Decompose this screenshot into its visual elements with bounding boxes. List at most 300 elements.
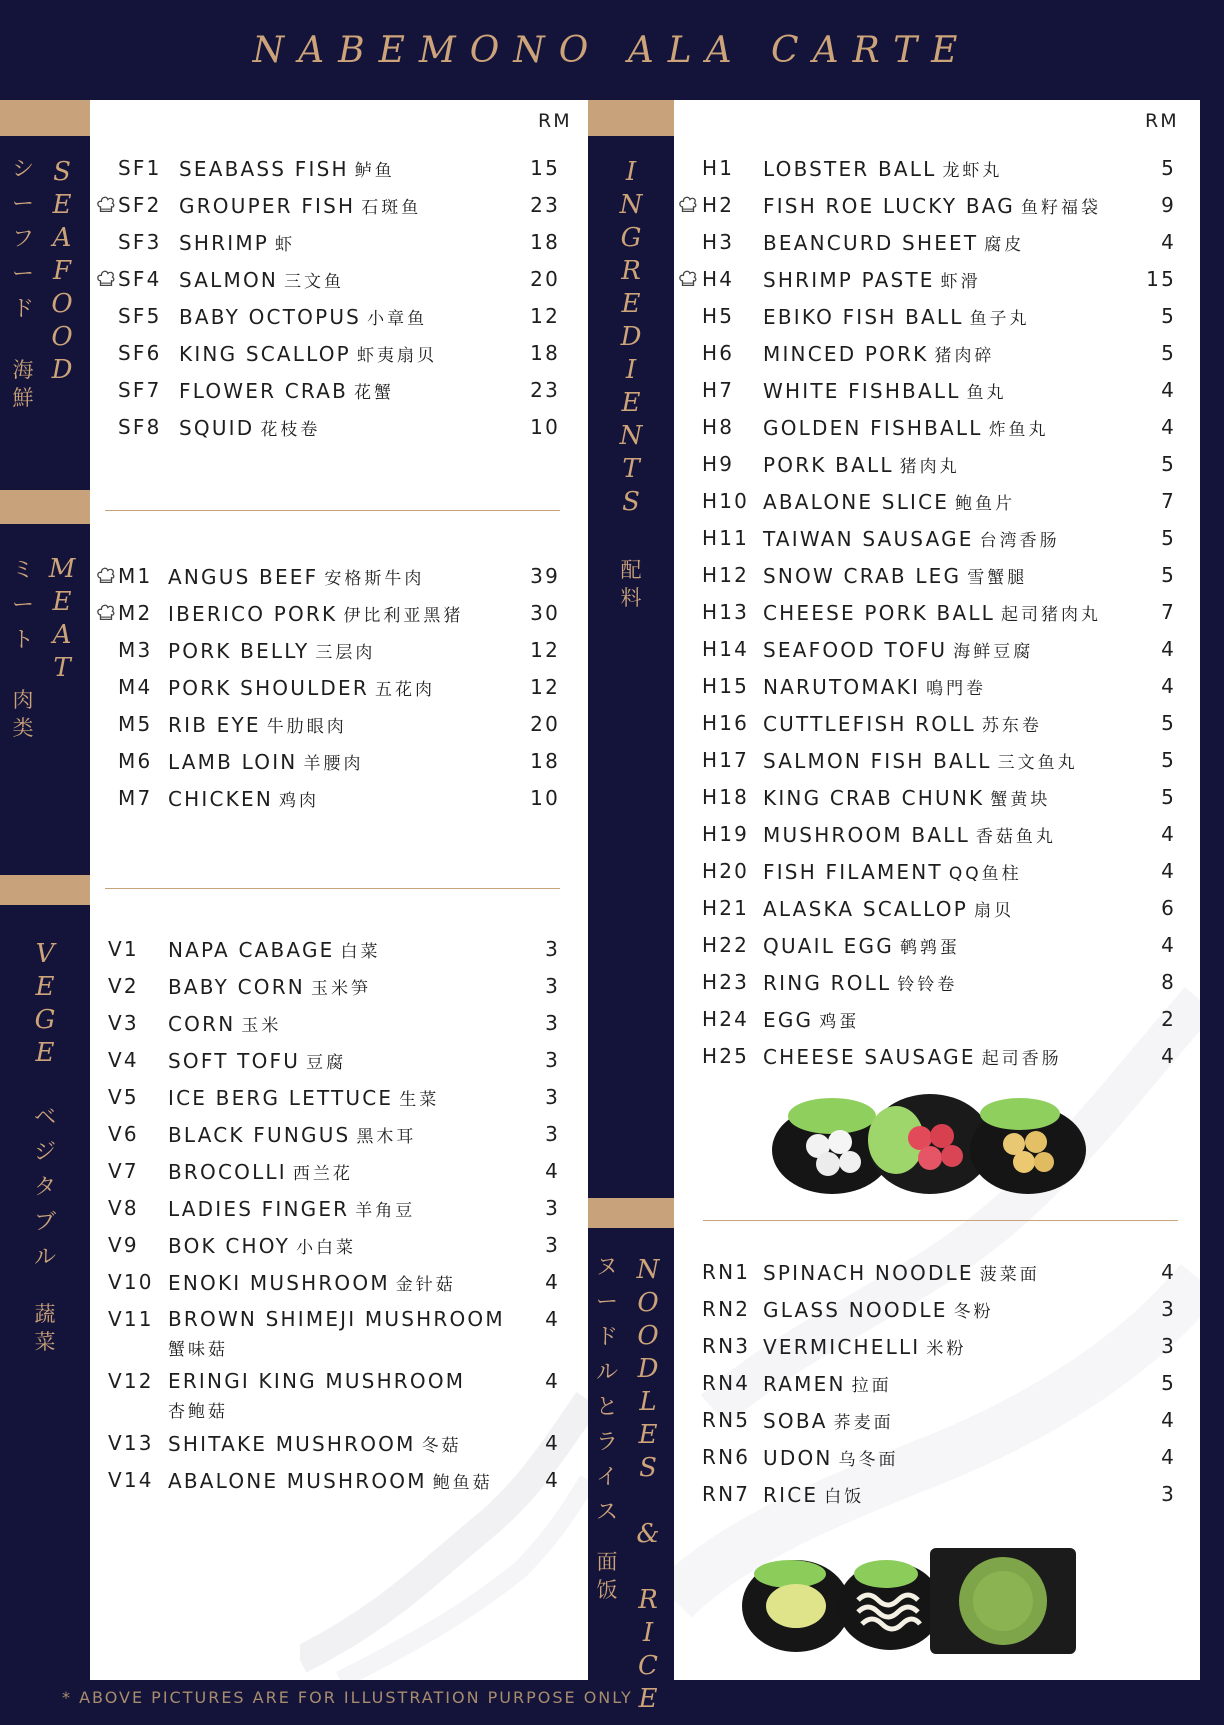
item-name-cn: 猪肉碎 [934, 346, 995, 366]
item-name-cn: QQ鱼柱 [948, 864, 1022, 884]
item-price: 5 [1161, 785, 1176, 809]
item-name [168, 974, 371, 999]
item-name [763, 1408, 894, 1433]
item-name [168, 1122, 416, 1147]
item-code: V4 [108, 1048, 139, 1072]
item-code: H10 [702, 489, 750, 513]
noodles-label-jp: ヌ ー ド ル と ラ イ ス [595, 1255, 618, 1525]
divider-meat-vege [105, 888, 560, 889]
item-name-cn: 鱼丸 [966, 383, 1007, 403]
menu-item-sf2 [118, 193, 560, 223]
menu-item-v3 [108, 1011, 560, 1041]
item-price: 23 [530, 193, 560, 217]
item-price: 4 [545, 1431, 560, 1455]
item-name-cn: 鲍鱼菇 [432, 1473, 493, 1493]
item-name-en: PORK BELLY [168, 639, 310, 663]
item-code: H5 [702, 304, 735, 328]
menu-item-h9 [702, 452, 1176, 482]
item-name-cn: 五花肉 [374, 680, 435, 700]
item-name-en: RIB EYE [168, 713, 261, 737]
gold-band-ingredients [588, 100, 674, 136]
item-code: H23 [702, 970, 750, 994]
item-code: V8 [108, 1196, 139, 1220]
meat-label-en: M E A T [48, 554, 76, 683]
item-name-en: BABY OCTOPUS [179, 305, 362, 329]
item-name-en: RAMEN [763, 1372, 846, 1396]
item-name [168, 675, 435, 700]
item-name-en: LADIES FINGER [168, 1197, 350, 1221]
menu-item-sf4 [118, 267, 560, 297]
item-name [168, 601, 463, 626]
item-price: 10 [530, 415, 560, 439]
item-name [763, 1260, 1040, 1285]
item-name-cn: 铃铃卷 [897, 975, 958, 995]
item-name [763, 674, 986, 699]
menu-item-v1 [108, 937, 560, 967]
chef-recommend-icon [95, 565, 117, 587]
menu-item-v5 [108, 1085, 560, 1115]
item-name-en: FLOWER CRAB [179, 379, 348, 403]
item-name-en: SQUID [179, 416, 255, 440]
item-code: M3 [118, 638, 153, 662]
chef-recommend-icon [95, 268, 117, 290]
menu-item-m3 [118, 638, 560, 668]
item-price: 5 [1161, 563, 1176, 587]
menu-item-rn5 [702, 1408, 1176, 1438]
menu-item-sf6 [118, 341, 560, 371]
menu-item-v4 [108, 1048, 560, 1078]
menu-item-sf3 [118, 230, 560, 260]
item-name-en: CUTTLEFISH ROLL [763, 712, 976, 736]
item-name-en: SEABASS FISH [179, 157, 349, 181]
item-price: 4 [1161, 1044, 1176, 1068]
menu-item-sf5 [118, 304, 560, 334]
menu-item-v14 [108, 1468, 560, 1498]
item-name [179, 304, 427, 329]
item-code: SF5 [118, 304, 162, 328]
item-name-cn: 花枝卷 [260, 420, 321, 440]
menu-item-h21 [702, 896, 1176, 926]
item-code: SF4 [118, 267, 162, 291]
item-name [179, 156, 395, 181]
item-price: 2 [1161, 1007, 1176, 1031]
chef-recommend-icon [95, 602, 117, 624]
ingredients-label-en: I N G R E D I E N T S [619, 157, 643, 517]
item-price: 20 [530, 712, 560, 736]
item-name [179, 341, 437, 366]
item-name [763, 304, 1030, 329]
item-code: RN5 [702, 1408, 751, 1432]
item-name-en: SHRIMP [179, 231, 270, 255]
item-code: SF6 [118, 341, 162, 365]
item-name-cn: 鳴門巻 [926, 679, 987, 699]
item-name [763, 933, 960, 958]
menu-title: NABEMONO ALA CARTE [252, 30, 972, 71]
item-name [168, 1159, 353, 1184]
menu-item-h16 [702, 711, 1176, 741]
item-price: 5 [1161, 526, 1176, 550]
item-price: 18 [530, 230, 560, 254]
item-price: 3 [545, 937, 560, 961]
menu-item-sf1 [118, 156, 560, 186]
gold-band-vege [0, 875, 90, 905]
item-price: 4 [1161, 822, 1176, 846]
item-name-en: UDON [763, 1446, 833, 1470]
item-name-cn: 虾 [275, 235, 296, 255]
item-name-en: CORN [168, 1012, 236, 1036]
item-name-cn: 牛肋眼肉 [266, 717, 347, 737]
item-name [763, 378, 1007, 403]
menu-item-h17 [702, 748, 1176, 778]
item-name-en: VERMICHELLI [763, 1335, 921, 1359]
meat-label-jp: ミ ー ト [11, 558, 34, 653]
item-name [763, 822, 1056, 847]
item-code: SF1 [118, 156, 162, 180]
item-price: 4 [1161, 1445, 1176, 1469]
menu-item-h8 [702, 415, 1176, 445]
item-price: 4 [545, 1307, 560, 1331]
item-price: 18 [530, 749, 560, 773]
item-code: V1 [108, 937, 139, 961]
gold-band-seafood [0, 100, 90, 136]
item-name [763, 156, 1002, 181]
item-code: H9 [702, 452, 735, 476]
item-name-en: ENOKI MUSHROOM [168, 1271, 390, 1295]
menu-item-h4 [702, 267, 1176, 297]
item-name-en: ABALONE SLICE [763, 490, 950, 514]
item-name [763, 230, 1024, 255]
noodles-label-cn: 面 饭 [596, 1550, 618, 1602]
divider-ingredients-noodles [703, 1220, 1178, 1221]
item-code: H8 [702, 415, 735, 439]
item-name [179, 415, 320, 440]
item-price: 4 [1161, 378, 1176, 402]
item-name-en: BROWN SHIMEJI MUSHROOM [168, 1307, 505, 1331]
item-name-en: BOK CHOY [168, 1234, 291, 1258]
menu-item-h10 [702, 489, 1176, 519]
item-name-en: BLACK FUNGUS [168, 1123, 351, 1147]
menu-item-rn4 [702, 1371, 1176, 1401]
item-name-cn: 石斑鱼 [361, 198, 422, 218]
item-price: 4 [1161, 230, 1176, 254]
menu-item-h13 [702, 600, 1176, 630]
item-code: H24 [702, 1007, 750, 1031]
menu-item-v9 [108, 1233, 560, 1263]
menu-item-h20 [702, 859, 1176, 889]
item-code: SF7 [118, 378, 162, 402]
item-price: 4 [1161, 1260, 1176, 1284]
item-price: 4 [545, 1270, 560, 1294]
item-name-en: TAIWAN SAUSAGE [763, 527, 974, 551]
item-name [168, 1431, 462, 1456]
seafood-label-jp: シ ー フ ー ド [11, 157, 34, 322]
item-code: V6 [108, 1122, 139, 1146]
item-name-cn: 海鲜豆腐 [953, 642, 1034, 662]
item-name-en: QUAIL EGG [763, 934, 894, 958]
item-price: 3 [1161, 1334, 1176, 1358]
item-name [179, 267, 344, 292]
menu-item-v7 [108, 1159, 560, 1189]
item-price: 4 [1161, 859, 1176, 883]
item-name-cn: 香菇鱼丸 [975, 827, 1056, 847]
item-code: M7 [118, 786, 153, 810]
item-name-cn: 西兰花 [292, 1164, 353, 1184]
item-name-cn: 米粉 [926, 1339, 967, 1359]
item-code: H7 [702, 378, 735, 402]
item-name-en: KING CRAB CHUNK [763, 786, 985, 810]
item-name-en: SEAFOOD TOFU [763, 638, 948, 662]
menu-item-h2 [702, 193, 1176, 223]
item-code: SF2 [118, 193, 162, 217]
item-code: H20 [702, 859, 750, 883]
item-code: V3 [108, 1011, 139, 1035]
item-name-en: EGG [763, 1008, 814, 1032]
item-name [168, 786, 319, 811]
menu-item-rn2 [702, 1297, 1176, 1327]
menu-item-rn1 [702, 1260, 1176, 1290]
item-code: H13 [702, 600, 750, 624]
item-name-cn: 鹌鹑蛋 [899, 938, 960, 958]
item-name-cn: 苏东卷 [981, 716, 1042, 736]
item-code: H25 [702, 1044, 750, 1068]
item-code: RN3 [702, 1334, 751, 1358]
item-name-en: RING ROLL [763, 971, 892, 995]
item-price: 5 [1161, 341, 1176, 365]
item-name-cn: 冬粉 [953, 1302, 994, 1322]
currency-label-right: RM [1145, 110, 1179, 132]
menu-item-m4 [118, 675, 560, 705]
gold-band-meat [0, 490, 90, 524]
item-name-cn: 白饭 [824, 1487, 865, 1507]
item-name-en: NAPA CABAGE [168, 938, 335, 962]
item-code: RN4 [702, 1371, 751, 1395]
seafood-label-en: S E A F O O D [51, 157, 73, 385]
menu-item-h1 [702, 156, 1176, 186]
item-name-cn: 炸鱼丸 [988, 420, 1049, 440]
item-name [763, 1334, 966, 1359]
item-name-en: SALMON FISH BALL [763, 749, 992, 773]
item-price: 6 [1161, 896, 1176, 920]
item-name-en: RICE [763, 1483, 819, 1507]
item-price: 12 [530, 675, 560, 699]
item-price: 23 [530, 378, 560, 402]
item-code: RN1 [702, 1260, 751, 1284]
item-name-en: SHRIMP PASTE [763, 268, 935, 292]
item-name-cn: 杏鲍菇 [168, 1402, 228, 1422]
divider-seafood-meat [105, 510, 560, 511]
item-name-en: ANGUS BEEF [168, 565, 319, 589]
item-code: V13 [108, 1431, 154, 1455]
item-name-cn: 拉面 [851, 1376, 892, 1396]
item-name [763, 859, 1022, 884]
menu-item-v12 [108, 1369, 560, 1422]
item-name-en: SNOW CRAB LEG [763, 564, 962, 588]
menu-item-h11 [702, 526, 1176, 556]
item-name-cn: 扇贝 [973, 901, 1014, 921]
item-name [763, 1007, 859, 1032]
hotpot-balls-illustration [770, 1080, 1090, 1200]
item-price: 18 [530, 341, 560, 365]
chef-recommend-icon [95, 194, 117, 216]
item-name-cn: 起司香肠 [981, 1049, 1062, 1069]
menu-item-v6 [108, 1122, 560, 1152]
item-name-cn: 三层肉 [315, 643, 376, 663]
item-code: V5 [108, 1085, 139, 1109]
item-name [763, 1482, 864, 1507]
item-code: H14 [702, 637, 750, 661]
item-name-en: BABY CORN [168, 975, 305, 999]
item-price: 9 [1161, 193, 1176, 217]
item-name-en: ALASKA SCALLOP [763, 897, 968, 921]
item-code: H18 [702, 785, 750, 809]
menu-item-h25 [702, 1044, 1176, 1074]
item-code: V7 [108, 1159, 139, 1183]
item-price: 4 [1161, 933, 1176, 957]
item-code: H21 [702, 896, 750, 920]
item-name [763, 1044, 1062, 1069]
item-name-cn: 小白菜 [296, 1238, 357, 1258]
item-price: 3 [545, 974, 560, 998]
item-price: 4 [545, 1369, 560, 1393]
item-name-en: SOFT TOFU [168, 1049, 301, 1073]
item-name-cn: 三文鱼丸 [997, 753, 1078, 773]
item-name-cn: 白菜 [340, 942, 381, 962]
menu-item-h23 [702, 970, 1176, 1000]
item-name [763, 1297, 994, 1322]
menu-item-m6 [118, 749, 560, 779]
item-code: H6 [702, 341, 735, 365]
item-name-cn: 雪蟹腿 [967, 568, 1028, 588]
menu-item-h22 [702, 933, 1176, 963]
item-price: 5 [1161, 1371, 1176, 1395]
menu-item-h12 [702, 563, 1176, 593]
item-price: 12 [530, 638, 560, 662]
item-name-en: GLASS NOODLE [763, 1298, 948, 1322]
item-code: RN7 [702, 1482, 751, 1506]
item-name [763, 267, 981, 292]
item-name-en: LOBSTER BALL [763, 157, 937, 181]
menu-item-sf7 [118, 378, 560, 408]
item-name-en: ERINGI KING MUSHROOM [168, 1369, 466, 1393]
item-code: H19 [702, 822, 750, 846]
menu-item-h24 [702, 1007, 1176, 1037]
item-name-en: SALMON [179, 268, 279, 292]
item-name [763, 748, 1078, 773]
item-code: V11 [108, 1307, 154, 1331]
item-name [763, 193, 1101, 218]
item-name-cn: 鲈鱼 [354, 161, 395, 181]
item-code: M6 [118, 749, 153, 773]
item-code: V2 [108, 974, 139, 998]
menu-item-v2 [108, 974, 560, 1004]
item-price: 3 [545, 1196, 560, 1220]
item-name [763, 1445, 899, 1470]
chef-recommend-icon [677, 194, 699, 216]
item-name-en: NARUTOMAKI [763, 675, 921, 699]
item-name [179, 378, 394, 403]
chef-recommend-icon [677, 268, 699, 290]
item-code: H12 [702, 563, 750, 587]
item-name-cn: 腐皮 [984, 235, 1025, 255]
menu-item-rn3 [702, 1334, 1176, 1364]
item-name [763, 637, 1033, 662]
item-name-cn: 龙虾丸 [942, 161, 1003, 181]
meat-label-cn: 肉 类 [12, 688, 34, 740]
item-price: 3 [545, 1011, 560, 1035]
item-price: 3 [1161, 1482, 1176, 1506]
item-name-en: FISH ROE LUCKY BAG [763, 194, 1016, 218]
item-name-cn: 安格斯牛肉 [324, 569, 425, 589]
item-name-en: FISH FILAMENT [763, 860, 943, 884]
item-code: H15 [702, 674, 750, 698]
item-name [763, 452, 960, 477]
menu-item-h14 [702, 637, 1176, 667]
item-code: M4 [118, 675, 153, 699]
item-name-en: MINCED PORK [763, 342, 929, 366]
item-name-cn: 蟹黄块 [990, 790, 1051, 810]
item-name-en: SPINACH NOODLE [763, 1261, 974, 1285]
item-name-en: PORK SHOULDER [168, 676, 369, 700]
item-name-cn: 鲍鱼片 [955, 494, 1016, 514]
item-name-cn: 豆腐 [306, 1053, 347, 1073]
footnote: * ABOVE PICTURES ARE FOR ILLUSTRATION PURPOSE ONLY [62, 1688, 633, 1707]
item-name-cn: 小章鱼 [367, 309, 428, 329]
item-price: 4 [1161, 674, 1176, 698]
item-name-cn: 羊角豆 [355, 1201, 416, 1221]
item-code: H17 [702, 748, 750, 772]
item-code: H11 [702, 526, 750, 550]
ingredients-label-cn: 配 料 [620, 558, 642, 610]
item-name [168, 1369, 465, 1393]
item-price: 5 [1161, 748, 1176, 772]
item-code: M5 [118, 712, 153, 736]
seafood-label-cn: 海 鮮 [12, 358, 34, 410]
item-price: 3 [545, 1122, 560, 1146]
item-name-en: GOLDEN FISHBALL [763, 416, 983, 440]
item-price: 5 [1161, 711, 1176, 735]
currency-label-left: RM [538, 110, 572, 132]
item-code: RN2 [702, 1297, 751, 1321]
item-code: V14 [108, 1468, 154, 1492]
item-name [763, 711, 1042, 736]
menu-item-h18 [702, 785, 1176, 815]
menu-item-m1 [118, 564, 560, 594]
item-name [179, 230, 295, 255]
item-name [763, 1371, 892, 1396]
item-price: 7 [1161, 600, 1176, 624]
item-name [168, 1233, 356, 1258]
item-name-en: SOBA [763, 1409, 828, 1433]
menu-item-h15 [702, 674, 1176, 704]
vege-label-jp: ベ ジ タ ブ ル [33, 1105, 56, 1270]
item-price: 15 [1146, 267, 1176, 291]
item-name-cn: 台湾香肠 [979, 531, 1060, 551]
item-code: H4 [702, 267, 735, 291]
item-name [168, 1468, 493, 1493]
item-name-en: GROUPER FISH [179, 194, 356, 218]
menu-item-v11 [108, 1307, 560, 1360]
item-name [763, 970, 957, 995]
item-price: 15 [530, 156, 560, 180]
item-price: 20 [530, 267, 560, 291]
item-name-cn: 乌冬面 [838, 1450, 899, 1470]
item-price: 7 [1161, 489, 1176, 513]
item-name-en: CHEESE PORK BALL [763, 601, 996, 625]
item-name-cn: 猪肉丸 [899, 457, 960, 477]
item-name [763, 563, 1027, 588]
menu-item-rn7 [702, 1482, 1176, 1512]
item-name-cn: 鱼籽福袋 [1021, 198, 1102, 218]
